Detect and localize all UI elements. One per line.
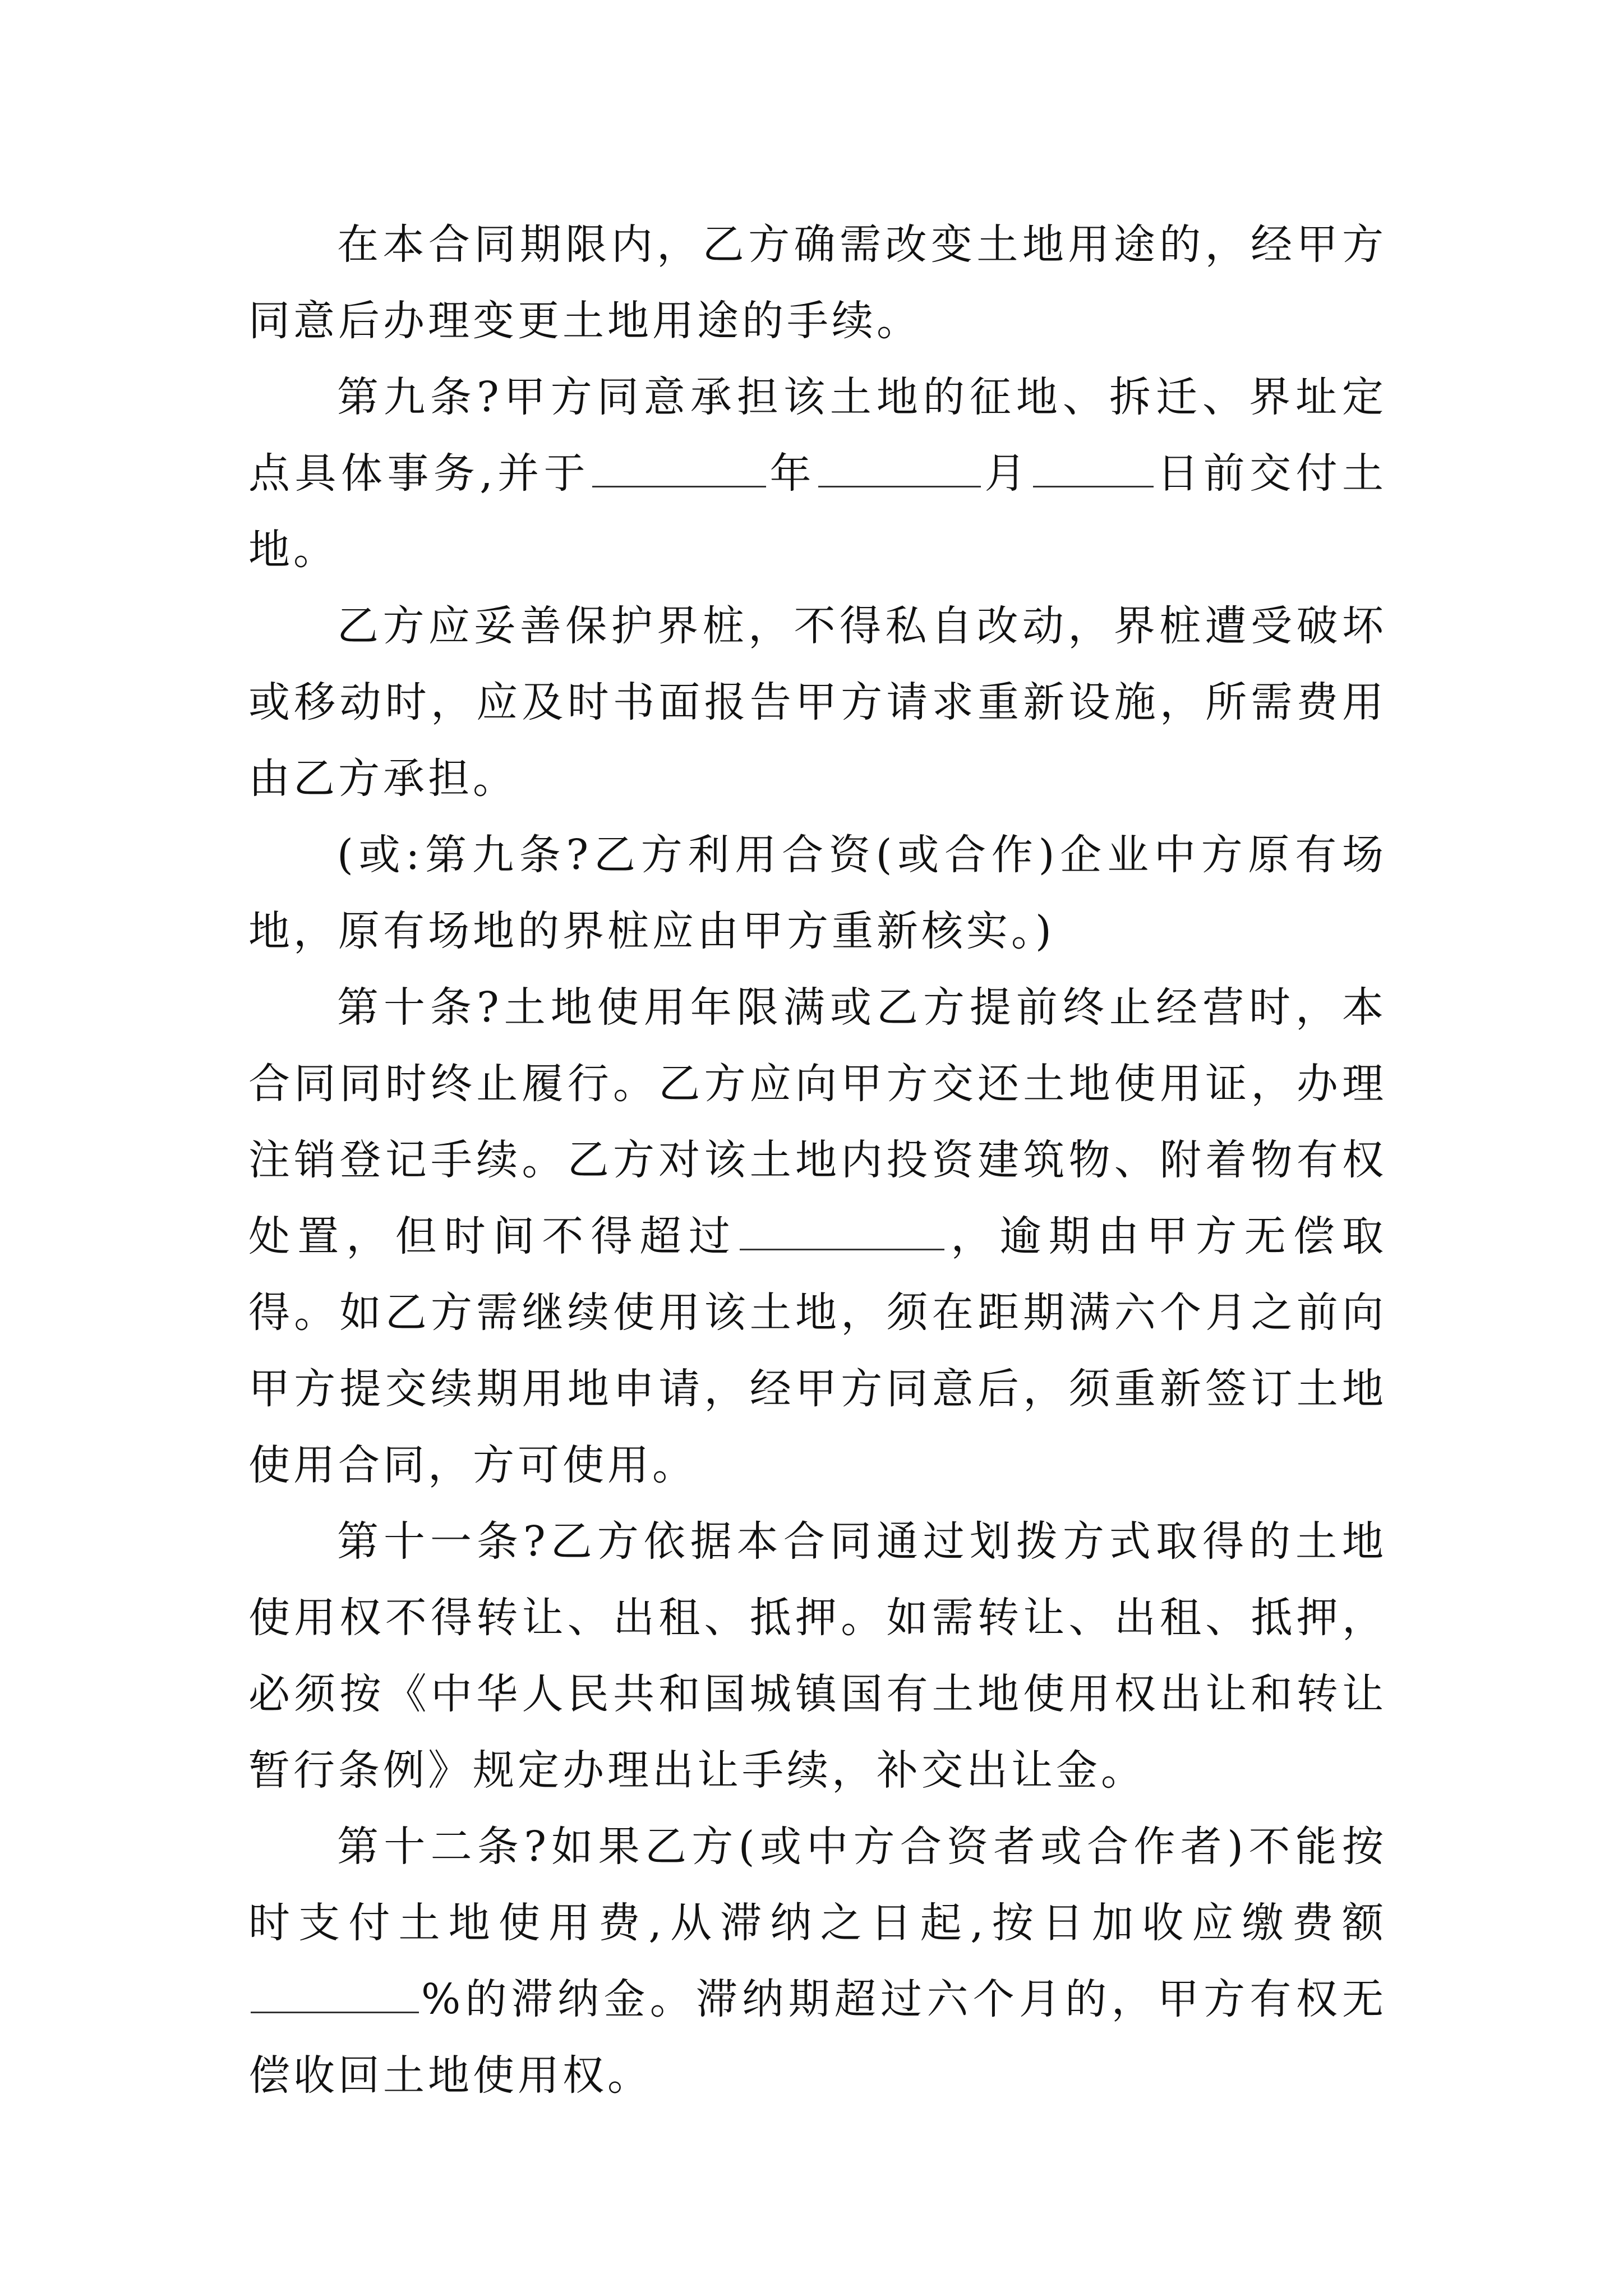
- paragraph-text: (或:第九条?乙方利用合资(或合作)企业中方原有场地，原有场地的界桩应由甲方重新核实。): [248, 831, 1387, 955]
- blank-month: [818, 452, 981, 487]
- paragraph-boundary-markers: [248, 588, 1387, 817]
- blank-year: [592, 452, 766, 487]
- paragraph-text: %的滞纳金。滞纳期超过六个月的，甲方有权无偿收回土地使用权。: [248, 1975, 1387, 2100]
- paragraph-article-9-alternative: [248, 817, 1387, 969]
- paragraph-article-12: [248, 1809, 1387, 2114]
- paragraph-land-use-change: [248, 206, 1387, 359]
- paragraph-article-10: [248, 969, 1387, 1503]
- paragraph-text: ，逾期由甲方无偿取得。如乙方需继续使用该土地，须在距期满六个月之前向甲方提交续期用地申请，经甲方同意后，须重新签订土地使用合同，方可使用。: [248, 1212, 1387, 1489]
- paragraph-text: 乙方应妥善保护界桩，不得私自改动，界桩遭受破坏或移动时，应及时书面报告甲方请求重新设施，所需费用由乙方承担。: [248, 602, 1387, 803]
- month-label: 月: [983, 449, 1031, 498]
- paragraph-article-9: [248, 359, 1387, 588]
- paragraph-text: 第十一条?乙方依据本合同通过划拨方式取得的土地使用权不得转让、出租、抵押。如需转让、出租、抵押，必须按《中华人民共和国城镇国有土地使用权出让和转让暂行条例》规定办理出让手续，补交出让金。: [248, 1517, 1387, 1795]
- blank-time-limit: [740, 1215, 944, 1250]
- paragraph-text: 日前交付土地。: [248, 449, 1387, 574]
- paragraph-text: 在本合同期限内，乙方确需改变土地用途的，经甲方同意后办理变更土地用途的手续。: [248, 220, 1387, 345]
- contract-body: [248, 206, 1387, 2114]
- paragraph-text: 第十条?土地使用年限满或乙方提前终止经营时，本合同同时终止履行。乙方应向甲方交还土地使用证，办理注销登记手续。乙方对该土地内投资建筑物、附着物有权处置，但时间不得超过: [248, 983, 1387, 1260]
- year-label: 年: [768, 449, 816, 498]
- blank-day: [1033, 452, 1154, 487]
- paragraph-text: 第九条?甲方同意承担该土地的征地、拆迁、界址定点具体事务,并于: [248, 373, 1387, 498]
- paragraph-text: 第十二条?如果乙方(或中方合资者或合作者)不能按时支付土地使用费,从滞纳之日起,按日加收应缴费额: [248, 1823, 1387, 1947]
- blank-late-fee-rate: [251, 1978, 419, 2013]
- paragraph-article-11: [248, 1503, 1387, 1809]
